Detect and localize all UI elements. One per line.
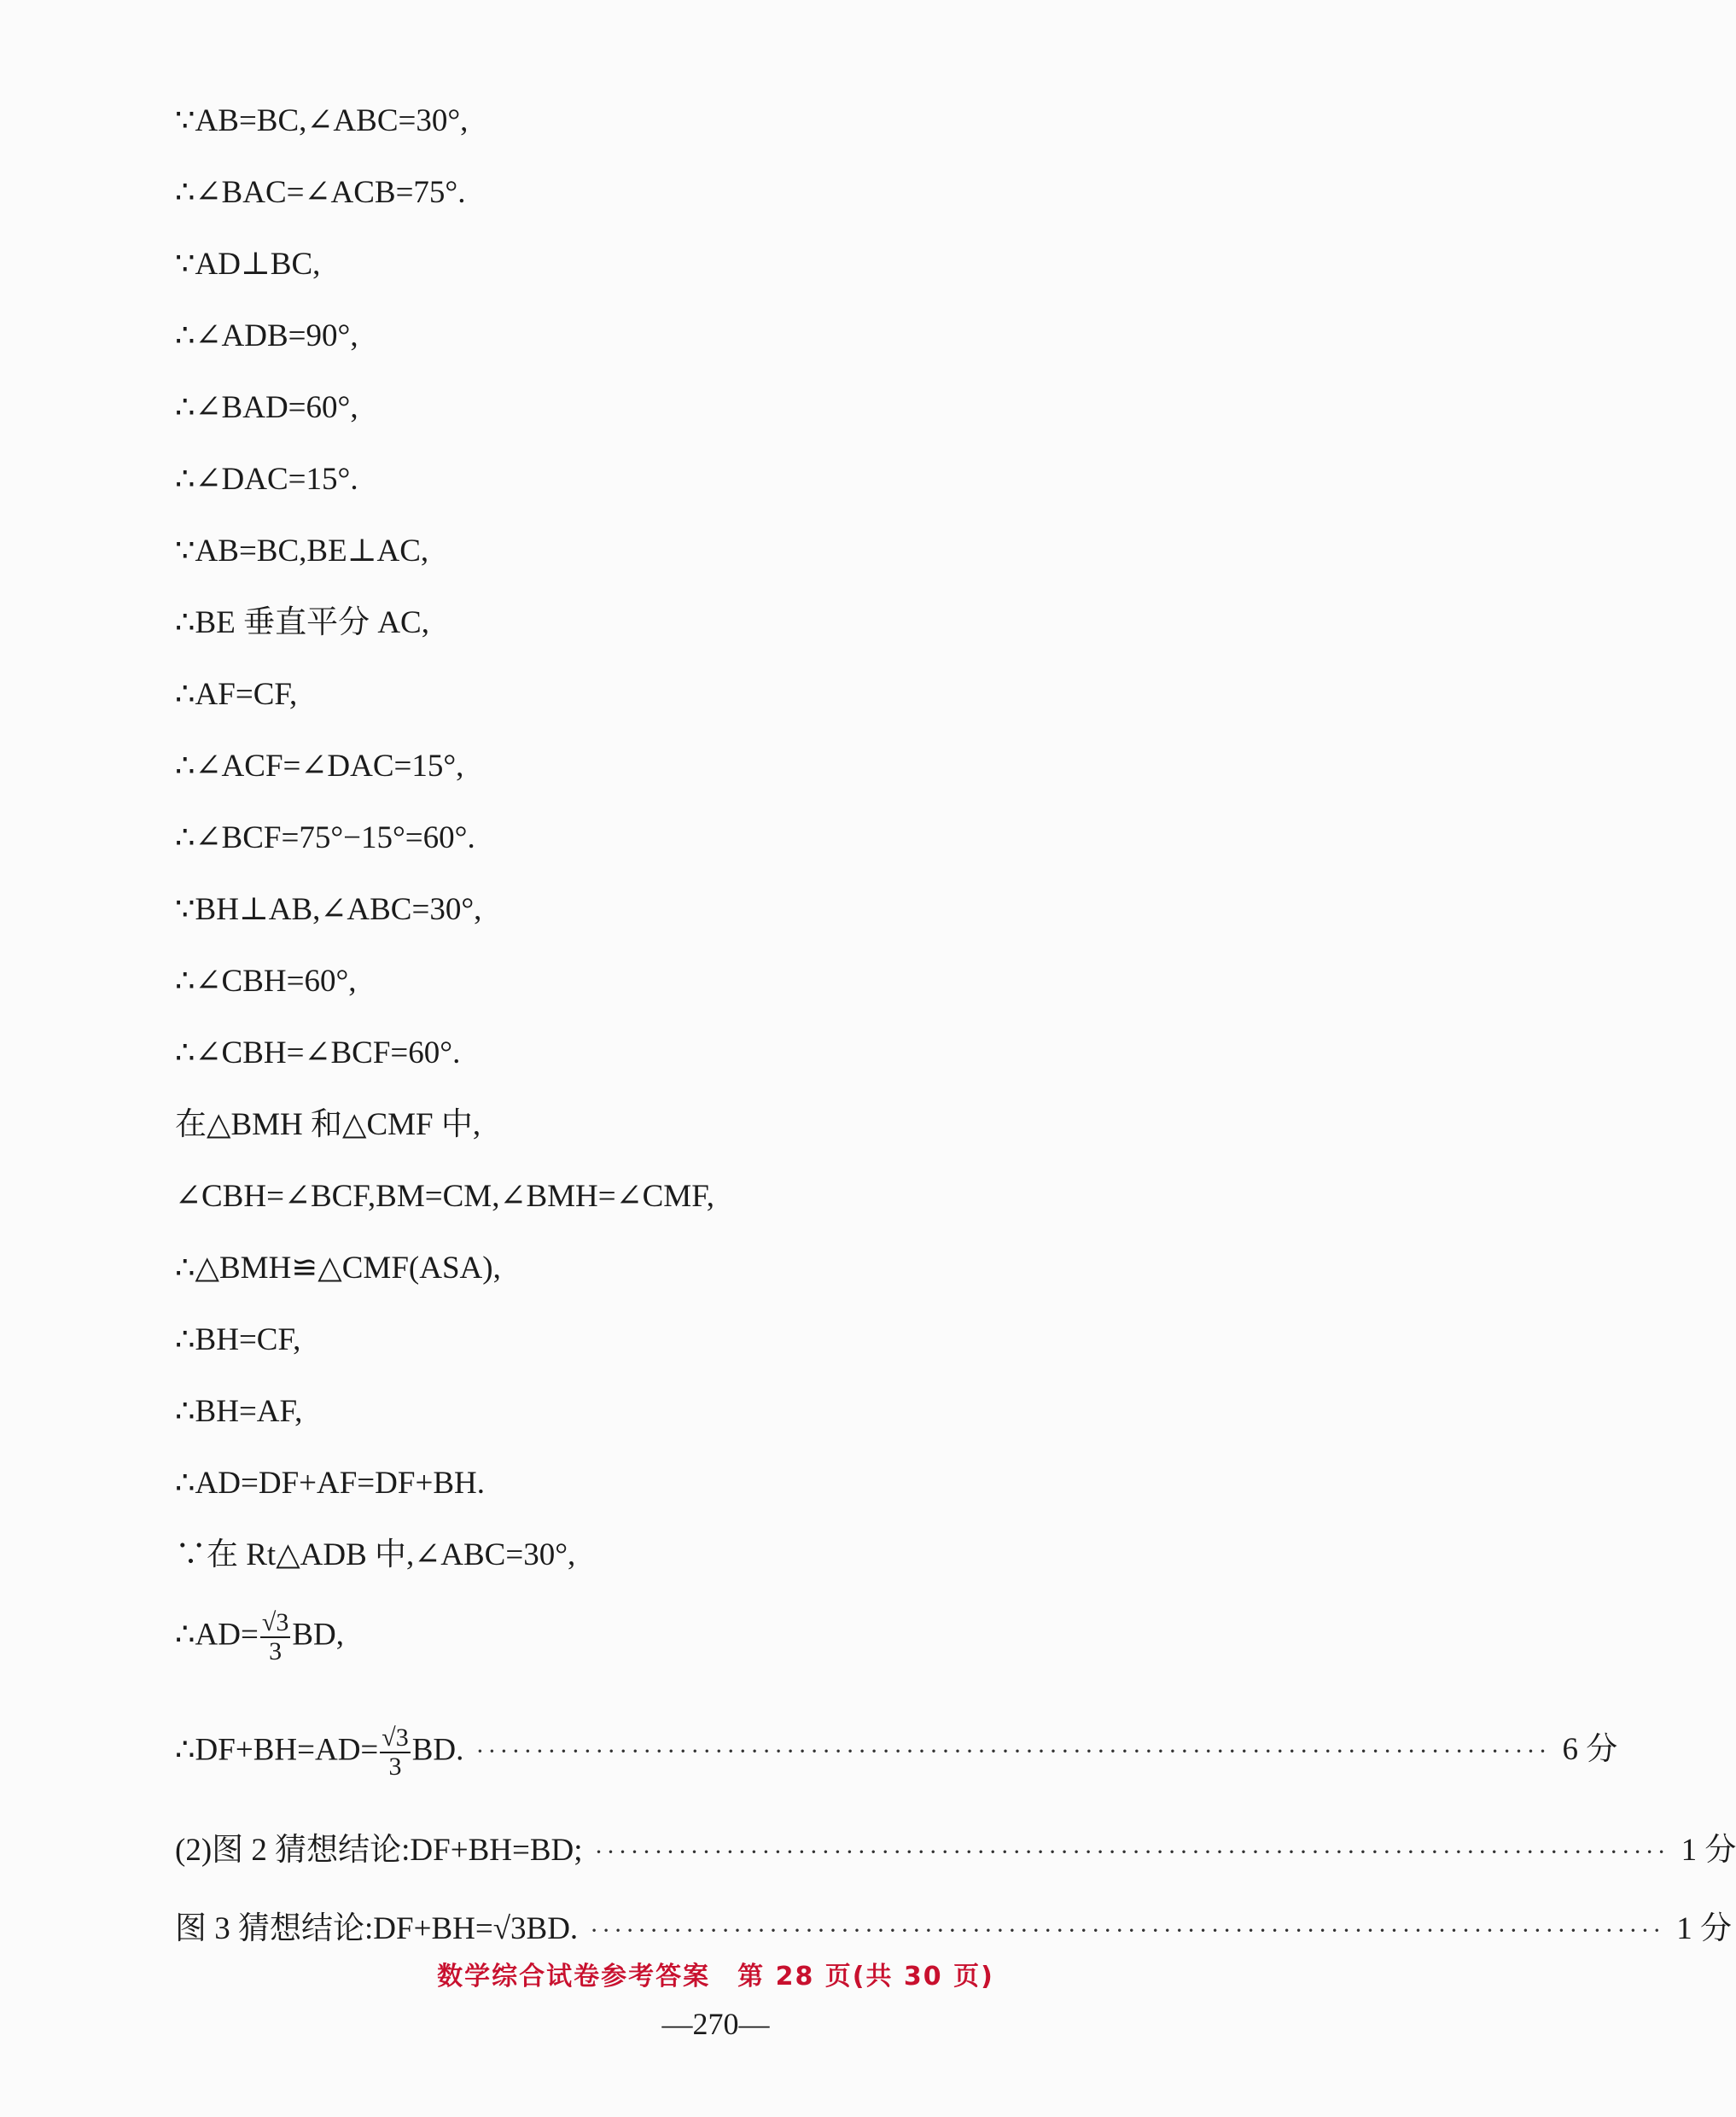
fraction-denominator: 3: [388, 1753, 402, 1781]
scored-line-text: 图 3 猜想结论:DF+BH=√3BD.: [175, 1911, 579, 1946]
proof-line: ∴AF=CF,: [175, 677, 298, 712]
scored-line-text: [175, 1724, 463, 1781]
proof-line: ∵AB=BC,BE⊥AC,: [175, 534, 429, 569]
proof-line: ∴AD=DF+AF=DF+BH.: [175, 1466, 485, 1501]
fraction-numerator: √3: [382, 1723, 409, 1752]
proof-line: ∴△BMH≌△CMF(ASA),: [175, 1251, 501, 1286]
proof-line: ∵BH⊥AB,∠ABC=30°,: [175, 892, 482, 927]
proof-line: ∴∠BAC=∠ACB=75°.: [175, 175, 466, 210]
score-points: 6 分: [1562, 1732, 1618, 1768]
scored-line: [175, 1723, 1618, 1781]
scored-line: [175, 1832, 1736, 1871]
proof-line: ∴BH=CF,: [175, 1322, 301, 1357]
leader-dots: ··························································································: [475, 1737, 1551, 1766]
fraction-numerator: √3: [261, 1608, 289, 1636]
leader-dots: ··························································································: [594, 1838, 1669, 1866]
proof-line: ∵在 Rt△ADB 中,∠ABC=30°,: [175, 1537, 576, 1572]
proof-line: ∵AB=BC,∠ABC=30°,: [175, 103, 469, 138]
fraction-prefix: ∴DF+BH=AD=: [175, 1732, 379, 1768]
score-points: 1 分: [1676, 1911, 1733, 1946]
fraction: [260, 1609, 290, 1665]
proof-line: ∴∠BCF=75°−15°=60°.: [175, 820, 475, 855]
proof-line: ∠CBH=∠BCF,BM=CM,∠BMH=∠CMF,: [175, 1179, 715, 1214]
fraction-suffix: BD,: [292, 1617, 344, 1653]
scored-line-text: (2)图 2 猜想结论:DF+BH=BD;: [175, 1833, 583, 1868]
proof-line: ∴BE 垂直平分 AC,: [175, 605, 429, 640]
fraction: [380, 1724, 410, 1781]
proof-line: ∴∠ACF=∠DAC=15°,: [175, 749, 464, 784]
proof-line: ∴∠BAD=60°,: [175, 390, 358, 425]
proof-line: ∴∠ADB=90°,: [175, 318, 358, 353]
page-number: —270—: [661, 2007, 770, 2041]
scored-line: [175, 1910, 1733, 1950]
score-points: 1 分: [1681, 1833, 1736, 1868]
fraction-prefix: ∴AD=: [175, 1617, 259, 1653]
fraction-denominator: 3: [269, 1637, 283, 1665]
proof-line: 在△BMH 和△CMF 中,: [175, 1107, 481, 1142]
proof-line: ∴BH=AF,: [175, 1394, 303, 1429]
proof-line: ∵AD⊥BC,: [175, 247, 321, 282]
proof-line: ∴∠DAC=15°.: [175, 462, 358, 497]
proof-line: ∴∠CBH=∠BCF=60°.: [175, 1035, 461, 1070]
proof-line: ∴∠CBH=60°,: [175, 964, 357, 999]
fraction-suffix: BD.: [411, 1732, 464, 1768]
leader-dots: ··························································································: [590, 1916, 1665, 1945]
footer-title: 数学综合试卷参考答案 第 28 页(共 30 页): [437, 1962, 994, 1992]
proof-line-fraction: [175, 1609, 344, 1665]
